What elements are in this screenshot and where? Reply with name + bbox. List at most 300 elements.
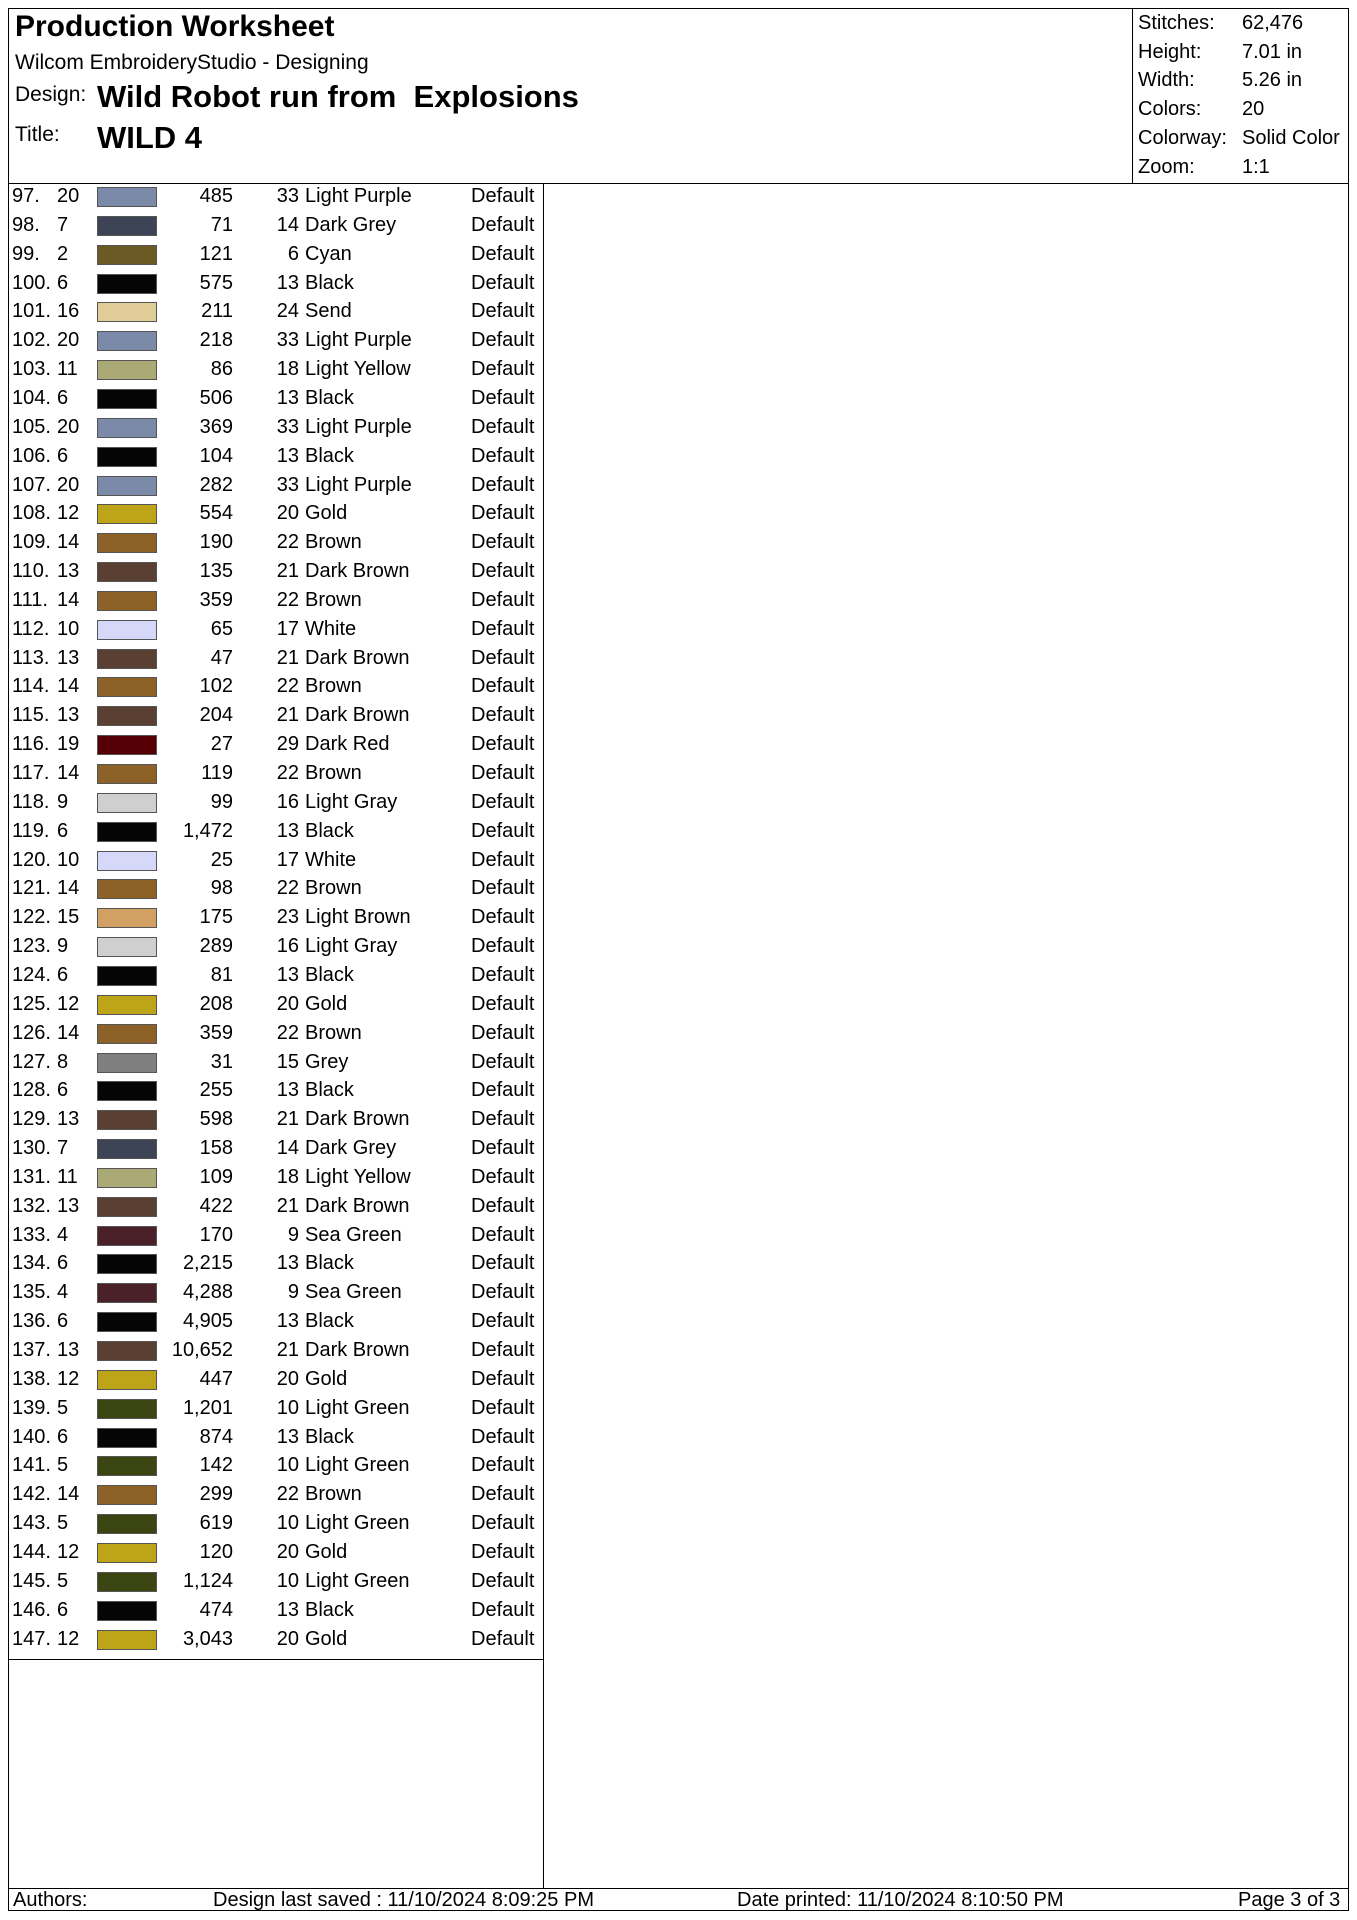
thread-code: Default	[471, 588, 535, 611]
stitch-count: 211	[201, 300, 233, 323]
stitch-count: 485	[199, 185, 233, 207]
thread-name: Dark Brown	[305, 560, 410, 583]
stop-number: 106.	[12, 444, 51, 467]
thread-code: Default	[471, 1165, 535, 1188]
thread-name: Black	[305, 1079, 354, 1102]
table-row	[9, 587, 543, 616]
stitch-count: 71	[210, 213, 233, 236]
thread-code: Default	[471, 1396, 535, 1419]
table-row	[9, 327, 543, 356]
stat-label: Zoom:	[1138, 156, 1195, 178]
table-row	[9, 962, 543, 991]
thread-name: Brown	[305, 1021, 362, 1044]
stop-number: 146.	[12, 1598, 51, 1621]
stop-number: 100.	[12, 271, 51, 294]
color-number: 14	[57, 588, 80, 611]
thread-number: 18	[276, 358, 299, 381]
stop-number: 101.	[12, 300, 51, 323]
thread-code: Default	[471, 329, 535, 352]
color-swatch	[97, 216, 157, 236]
thread-code: Default	[471, 560, 535, 583]
table-row	[9, 1308, 543, 1337]
color-number: 20	[57, 329, 80, 352]
stitch-count: 874	[199, 1425, 233, 1448]
thread-number: 13	[276, 444, 299, 467]
stitch-count: 208	[199, 992, 233, 1015]
table-row	[9, 1452, 543, 1481]
color-number: 13	[57, 560, 80, 583]
thread-number: 20	[276, 992, 299, 1015]
color-swatch	[97, 1485, 157, 1505]
color-swatch	[97, 476, 157, 496]
thread-code: Default	[471, 646, 535, 669]
stat-label: Width:	[1138, 69, 1195, 91]
thread-name: Black	[305, 1310, 354, 1333]
color-swatch	[97, 937, 157, 957]
color-number: 20	[57, 473, 80, 496]
thread-code: Default	[471, 1079, 535, 1102]
thread-name: Black	[305, 386, 354, 409]
worksheet-page	[8, 8, 1349, 1911]
color-number: 6	[57, 819, 69, 842]
table-row	[9, 1337, 543, 1366]
stop-number: 142.	[12, 1483, 51, 1506]
table-row	[9, 1250, 543, 1279]
color-number: 5	[57, 1569, 69, 1592]
table-row	[9, 1626, 543, 1655]
thread-code: Default	[471, 1569, 535, 1592]
stitch-count: 47	[210, 646, 233, 669]
stop-number: 105.	[12, 415, 51, 438]
color-number: 8	[57, 1050, 69, 1073]
thread-number: 23	[276, 906, 299, 929]
stop-number: 138.	[12, 1367, 51, 1390]
stop-number: 115.	[12, 704, 50, 727]
stop-number: 112.	[12, 617, 50, 640]
thread-number: 10	[276, 1396, 299, 1419]
stitch-count: 142	[199, 1454, 233, 1477]
stat-value: 5.26 in	[1242, 69, 1303, 91]
thread-name: Light Yellow	[305, 358, 411, 381]
color-swatch	[97, 1514, 157, 1534]
color-swatch	[97, 331, 157, 351]
stop-number: 99.	[12, 242, 40, 265]
design-label: Design:	[15, 83, 87, 106]
stop-number: 104.	[12, 386, 51, 409]
table-row	[9, 731, 543, 760]
color-number: 6	[57, 1425, 69, 1448]
thread-code: Default	[471, 992, 535, 1015]
stop-number: 110.	[12, 560, 50, 583]
color-swatch	[97, 793, 157, 813]
thread-name: Light Purple	[305, 473, 412, 496]
stitch-count: 4,905	[182, 1310, 233, 1333]
thread-name: Brown	[305, 1483, 362, 1506]
thread-number: 13	[276, 1598, 299, 1621]
color-number: 15	[57, 906, 80, 929]
table-row	[9, 1424, 543, 1453]
stitch-count: 27	[210, 733, 233, 756]
color-number: 5	[57, 1396, 69, 1419]
thread-number: 21	[276, 1194, 299, 1217]
stop-number: 132.	[12, 1194, 51, 1217]
color-swatch	[97, 1226, 157, 1246]
stitch-count: 218	[199, 329, 233, 352]
table-row	[9, 385, 543, 414]
color-swatch	[97, 591, 157, 611]
thread-name: Brown	[305, 588, 362, 611]
stop-number: 122.	[12, 906, 51, 929]
color-number: 6	[57, 1079, 69, 1102]
thread-number: 22	[276, 1021, 299, 1044]
stitch-count: 65	[210, 617, 233, 640]
thread-name: Grey	[305, 1050, 349, 1073]
thread-code: Default	[471, 473, 535, 496]
color-swatch	[97, 1630, 157, 1650]
color-swatch	[97, 245, 157, 265]
color-swatch	[97, 447, 157, 467]
thread-code: Default	[471, 1281, 535, 1304]
color-swatch	[97, 389, 157, 409]
table-row	[9, 414, 543, 443]
thread-code: Default	[471, 963, 535, 986]
thread-name: Light Gray	[305, 790, 398, 813]
worksheet-footer	[9, 1888, 1348, 1911]
color-number: 14	[57, 675, 80, 698]
color-swatch	[97, 1168, 157, 1188]
stitch-count: 289	[199, 935, 233, 958]
thread-number: 22	[276, 1483, 299, 1506]
table-row	[9, 933, 543, 962]
thread-number: 33	[276, 329, 299, 352]
table-row	[9, 1539, 543, 1568]
color-number: 9	[57, 790, 69, 813]
color-swatch	[97, 274, 157, 294]
stitch-count: 204	[199, 704, 233, 727]
thread-number: 6	[287, 242, 299, 265]
thread-name: Black	[305, 1598, 354, 1621]
table-row	[9, 1395, 543, 1424]
color-number: 12	[57, 1540, 80, 1563]
thread-number: 24	[276, 300, 299, 323]
color-number: 5	[57, 1512, 69, 1535]
stop-number: 128.	[12, 1079, 51, 1102]
stop-number: 131.	[12, 1165, 51, 1188]
thread-code: Default	[471, 415, 535, 438]
table-row	[9, 472, 543, 501]
thread-name: Brown	[305, 877, 362, 900]
table-row	[9, 1135, 543, 1164]
table-row	[9, 818, 543, 847]
thread-name: Black	[305, 963, 354, 986]
color-number: 13	[57, 704, 80, 727]
thread-code: Default	[471, 762, 535, 784]
thread-name: Brown	[305, 675, 362, 698]
stop-number: 144.	[12, 1540, 51, 1563]
thread-code: Default	[471, 877, 535, 900]
column-divider	[543, 1659, 544, 1888]
thread-name: White	[305, 848, 357, 871]
thread-number: 20	[276, 502, 299, 525]
thread-number: 33	[276, 415, 299, 438]
color-number: 6	[57, 444, 69, 467]
stat-label: Colorway:	[1138, 127, 1227, 149]
thread-code: Default	[471, 733, 535, 756]
thread-number: 13	[276, 963, 299, 986]
thread-number: 22	[276, 762, 299, 784]
thread-number: 20	[276, 1540, 299, 1563]
thread-code: Default	[471, 617, 535, 640]
color-swatch	[97, 1053, 157, 1073]
thread-code: Default	[471, 1454, 535, 1477]
thread-number: 14	[276, 1137, 299, 1160]
stitch-count: 447	[199, 1367, 233, 1390]
thread-number: 21	[276, 1108, 299, 1131]
thread-name: Light Gray	[305, 935, 398, 958]
thread-code: Default	[471, 242, 535, 265]
authors-label: Authors:	[13, 1889, 88, 1911]
thread-code: Default	[471, 386, 535, 409]
stitch-count: 10,652	[171, 1339, 233, 1361]
thread-number: 22	[276, 531, 299, 554]
color-swatch	[97, 1341, 157, 1361]
table-row	[9, 616, 543, 645]
color-number: 13	[57, 646, 80, 669]
thread-number: 16	[276, 935, 299, 958]
color-swatch	[97, 908, 157, 928]
thread-name: Light Purple	[305, 329, 412, 352]
thread-number: 13	[276, 386, 299, 409]
thread-name: Light Purple	[305, 415, 412, 438]
thread-name: Sea Green	[305, 1223, 402, 1246]
stitch-count: 190	[199, 531, 233, 554]
table-row	[9, 789, 543, 818]
thread-number: 20	[276, 1627, 299, 1650]
stop-number: 113.	[12, 646, 50, 669]
stop-number: 127.	[12, 1050, 51, 1073]
stop-number: 141.	[12, 1454, 51, 1477]
color-number: 7	[57, 1137, 69, 1160]
table-row	[9, 356, 543, 385]
thread-code: Default	[471, 1367, 535, 1390]
application-name: Wilcom EmbroideryStudio - Designing	[15, 51, 369, 74]
stat-value: 62,476	[1242, 12, 1304, 34]
stat-label: Height:	[1138, 41, 1202, 63]
color-number: 14	[57, 877, 80, 900]
stitch-count: 170	[199, 1223, 233, 1246]
thread-name: Light Green	[305, 1396, 410, 1419]
thread-number: 20	[276, 1367, 299, 1390]
stitch-count: 282	[199, 473, 233, 496]
thread-name: Gold	[305, 1540, 348, 1563]
design-stats-panel	[1132, 9, 1349, 183]
stop-number: 108.	[12, 502, 51, 525]
color-swatch	[97, 1081, 157, 1101]
color-number: 14	[57, 531, 80, 554]
color-number: 16	[57, 300, 80, 323]
thread-name: Black	[305, 1425, 354, 1448]
worksheet-header	[9, 9, 1348, 184]
thread-name: Cyan	[305, 242, 352, 265]
color-number: 14	[57, 1483, 80, 1506]
thread-code: Default	[471, 1252, 535, 1275]
table-row	[9, 1279, 543, 1308]
table-row	[9, 1366, 543, 1395]
stitch-count: 119	[201, 762, 233, 784]
color-number: 5	[57, 1454, 69, 1477]
stop-number: 114.	[12, 675, 50, 698]
thread-number: 22	[276, 877, 299, 900]
color-swatch	[97, 1197, 157, 1217]
thread-code: Default	[471, 790, 535, 813]
thread-name: Gold	[305, 1367, 348, 1390]
color-swatch	[97, 1312, 157, 1332]
table-row	[9, 1164, 543, 1193]
thread-name: White	[305, 617, 357, 640]
color-number: 14	[57, 1021, 80, 1044]
table-row	[9, 529, 543, 558]
color-swatch	[97, 1543, 157, 1563]
thread-code: Default	[471, 704, 535, 727]
stitch-count: 506	[199, 386, 233, 409]
color-swatch	[97, 187, 157, 207]
color-swatch	[97, 562, 157, 582]
stitch-count: 575	[199, 271, 233, 294]
thread-name: Black	[305, 819, 354, 842]
thread-name: Black	[305, 1252, 354, 1275]
stop-number: 140.	[12, 1425, 51, 1448]
thread-number: 13	[276, 1252, 299, 1275]
stop-number: 147.	[12, 1627, 51, 1650]
stitch-count: 81	[210, 963, 233, 986]
thread-number: 33	[276, 473, 299, 496]
thread-name: Dark Brown	[305, 1194, 410, 1217]
stop-number: 123.	[12, 935, 51, 958]
stop-number: 117.	[12, 762, 50, 784]
thread-name: Dark Brown	[305, 1339, 410, 1361]
table-row	[9, 298, 543, 327]
table-row	[9, 270, 543, 299]
stitch-count: 104	[199, 444, 233, 467]
color-number: 20	[57, 185, 80, 207]
thread-number: 13	[276, 819, 299, 842]
thread-name: Sea Green	[305, 1281, 402, 1304]
stitch-count: 422	[199, 1194, 233, 1217]
stat-label: Stitches:	[1138, 12, 1215, 34]
color-swatch	[97, 1024, 157, 1044]
stop-number: 121.	[12, 877, 51, 900]
table-row	[9, 1222, 543, 1251]
color-swatch	[97, 620, 157, 640]
stop-number: 118.	[12, 790, 50, 813]
thread-name: Send	[305, 300, 352, 323]
stitch-count: 474	[199, 1598, 233, 1621]
thread-number: 17	[276, 848, 299, 871]
thread-code: Default	[471, 185, 535, 207]
stitch-count: 369	[199, 415, 233, 438]
thread-number: 33	[276, 185, 299, 207]
table-row	[9, 212, 543, 241]
thread-name: Light Green	[305, 1454, 410, 1477]
table-row	[9, 991, 543, 1020]
table-row	[9, 904, 543, 933]
thread-name: Dark Brown	[305, 704, 410, 727]
thread-number: 29	[276, 733, 299, 756]
thread-code: Default	[471, 906, 535, 929]
thread-name: Brown	[305, 762, 362, 784]
stop-number: 119.	[12, 819, 50, 842]
color-swatch	[97, 1139, 157, 1159]
thread-name: Dark Red	[305, 733, 390, 756]
thread-number: 22	[276, 588, 299, 611]
color-swatch	[97, 649, 157, 669]
thread-code: Default	[471, 1598, 535, 1621]
color-number: 13	[57, 1194, 80, 1217]
table-row	[9, 443, 543, 472]
stop-number: 125.	[12, 992, 51, 1015]
thread-name: Dark Grey	[305, 1137, 397, 1160]
stitch-count: 109	[199, 1165, 233, 1188]
thread-number: 10	[276, 1569, 299, 1592]
stop-number: 98.	[12, 213, 40, 236]
table-row	[9, 1597, 543, 1626]
thread-number: 9	[287, 1223, 299, 1246]
color-number: 14	[57, 762, 80, 784]
design-title: WILD 4	[97, 120, 203, 155]
color-number: 13	[57, 1108, 80, 1131]
color-number: 12	[57, 502, 80, 525]
stop-number: 109.	[12, 531, 51, 554]
color-number: 6	[57, 271, 69, 294]
thread-name: Light Green	[305, 1569, 410, 1592]
thread-name: Light Brown	[305, 906, 411, 929]
thread-code: Default	[471, 848, 535, 871]
color-sequence-table	[9, 183, 544, 1660]
stop-number: 137.	[12, 1339, 51, 1361]
table-row	[9, 1106, 543, 1135]
thread-code: Default	[471, 1223, 535, 1246]
table-row	[9, 241, 543, 270]
date-printed: Date printed: 11/10/2024 8:10:50 PM	[737, 1889, 1064, 1911]
thread-number: 13	[276, 1310, 299, 1333]
thread-number: 21	[276, 646, 299, 669]
color-swatch	[97, 1283, 157, 1303]
color-swatch	[97, 1456, 157, 1476]
thread-code: Default	[471, 1425, 535, 1448]
stitch-count: 4,288	[182, 1281, 233, 1304]
thread-code: Default	[471, 531, 535, 554]
thread-code: Default	[471, 819, 535, 842]
stop-number: 124.	[12, 963, 51, 986]
thread-code: Default	[471, 213, 535, 236]
table-row	[9, 1193, 543, 1222]
thread-code: Default	[471, 300, 535, 323]
table-row	[9, 645, 543, 674]
thread-code: Default	[471, 444, 535, 467]
thread-number: 17	[276, 617, 299, 640]
stitch-count: 2,215	[182, 1252, 233, 1275]
thread-number: 13	[276, 1079, 299, 1102]
color-swatch	[97, 879, 157, 899]
thread-code: Default	[471, 675, 535, 698]
stitch-count: 121	[199, 242, 233, 265]
color-swatch	[97, 735, 157, 755]
stitch-count: 598	[199, 1108, 233, 1131]
stitch-count: 99	[210, 790, 233, 813]
thread-code: Default	[471, 1512, 535, 1535]
thread-code: Default	[471, 1540, 535, 1563]
thread-code: Default	[471, 1627, 535, 1650]
